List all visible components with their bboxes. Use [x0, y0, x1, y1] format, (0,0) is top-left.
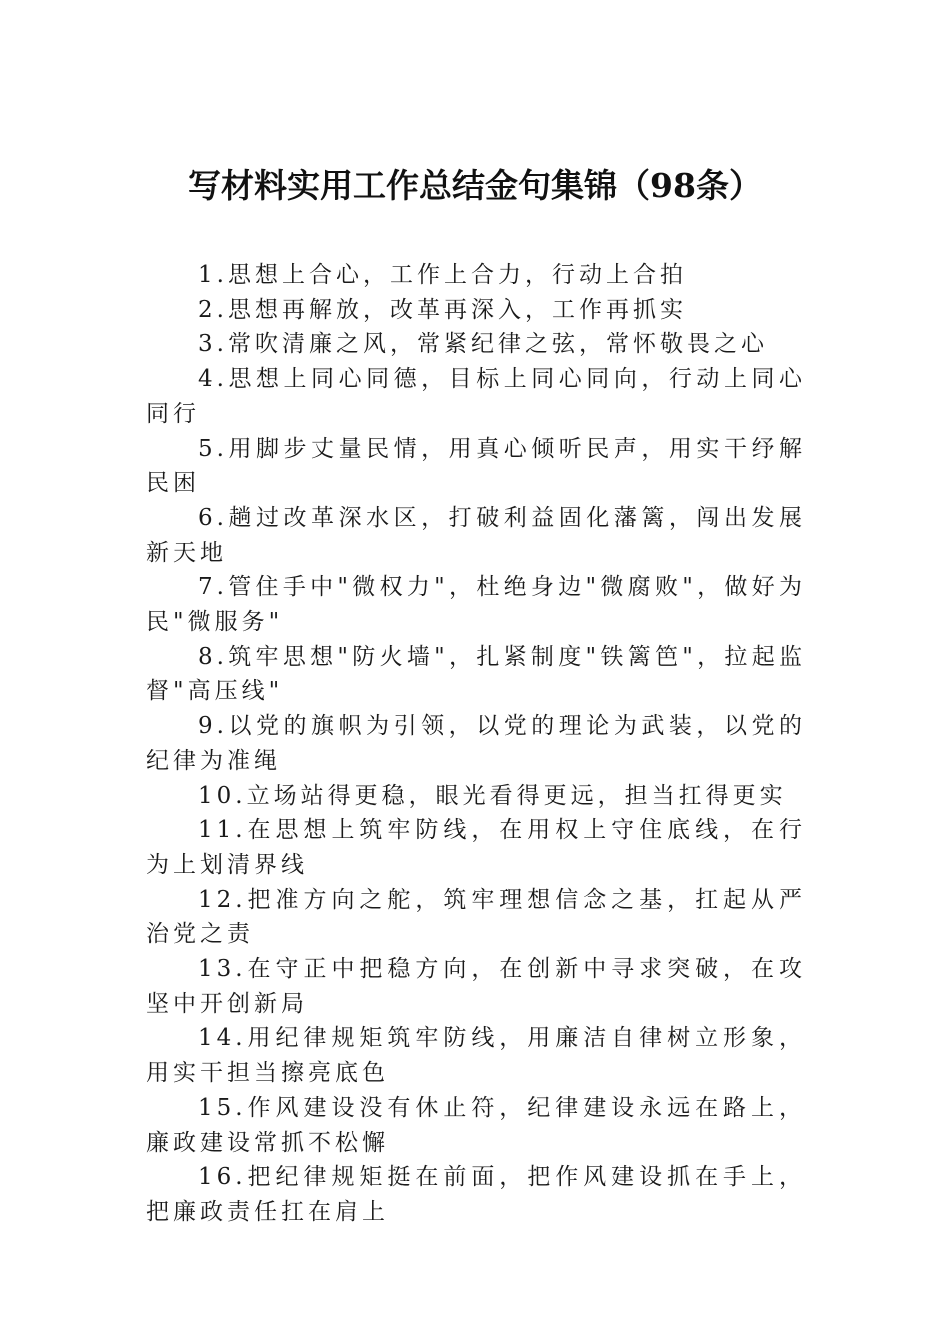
- list-item: 1.思想上合心，工作上合力，行动上合拍: [198, 262, 687, 288]
- list-item: 6.趟过改革深水区，打破利益固化藩篱，闯出发展新天地: [146, 504, 806, 566]
- list-item: 13.在守正中把稳方向，在创新中寻求突破，在攻坚中开创新局: [146, 956, 806, 1017]
- list-item: 15.作风建设没有休止符，纪律建设永远在路上，廉政建设常抓不松懈: [146, 1094, 806, 1156]
- list-item: 14.用纪律规矩筑牢防线，用廉洁自律树立形象，用实干担当擦亮底色: [146, 1025, 806, 1087]
- list-item: 5.用脚步丈量民情，用真心倾听民声，用实干纾解民困: [146, 435, 806, 497]
- list-item: 12.把准方向之舵，筑牢理想信念之基，扛起从严治党之责: [146, 886, 806, 948]
- document-body: [146, 258, 806, 1230]
- list-item: 7.管住手中"微权力"，杜绝身边"微腐败"，做好为民"微服务": [146, 574, 806, 636]
- list-item: 9.以党的旗帜为引领，以党的理论为武装，以党的纪律为准绳: [146, 713, 806, 774]
- list-item: 2.思想再解放，改革再深入，工作再抓实: [198, 296, 687, 323]
- document-title: 写材料实用工作总结金句集锦（98条）: [188, 166, 762, 205]
- list-item: 3.常吹清廉之风，常紧纪律之弦，常怀敬畏之心: [198, 331, 768, 358]
- list-item: 8.筑牢思想"防火墙"，扎紧制度"铁篱笆"，拉起监督"高压线": [146, 643, 806, 705]
- list-item: 11.在思想上筑牢防线，在用权上守住底线，在行为上划清界线: [146, 817, 806, 878]
- list-item: 10.立场站得更稳，眼光看得更远，担当扛得更实: [198, 782, 787, 809]
- list-item: 16.把纪律规矩挺在前面，把作风建设抓在手上，把廉政责任扛在肩上: [146, 1164, 806, 1225]
- list-item: 4.思想上同心同德，目标上同心同向，行动上同心同行: [146, 366, 806, 427]
